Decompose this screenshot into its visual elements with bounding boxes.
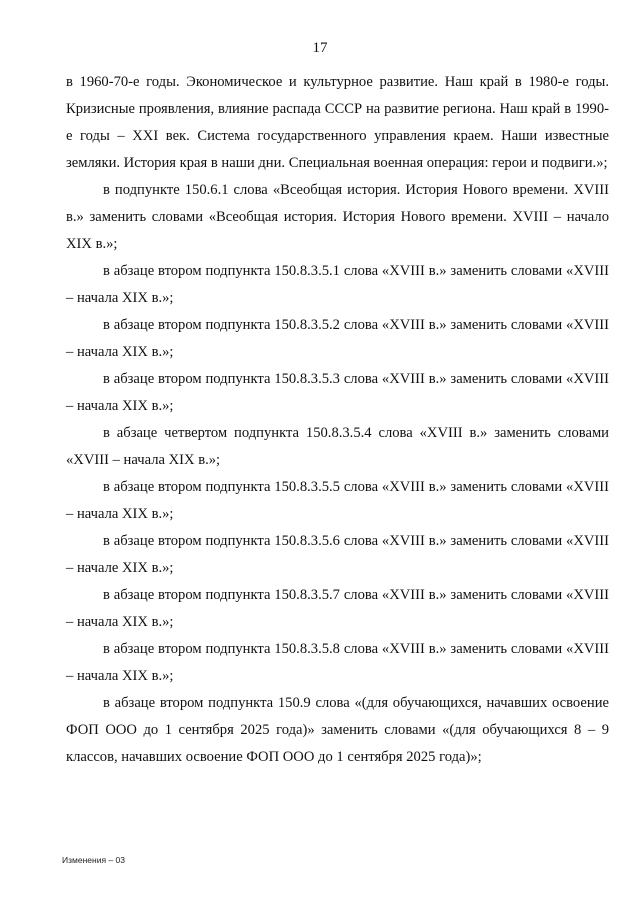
paragraph-amendment-150-8-3-5-8: в абзаце втором подпункта 150.8.3.5.8 слова «XVIII в.» заменить словами «XVIII – начала XIX в.»; [66,641,609,684]
paragraph-amendment-150-8-3-5-4: в абзаце четвертом подпункта 150.8.3.5.4 слова «XVIII в.» заменить словами «XVIII – начала XIX в.»; [66,425,609,468]
paragraph-amendment-150-8-3-5-5: в абзаце втором подпункта 150.8.3.5.5 слова «XVIII в.» заменить словами «XVIII – начала XIX в.»; [66,479,609,522]
paragraph-amendment-150-8-3-5-3: в абзаце втором подпункта 150.8.3.5.3 слова «XVIII в.» заменить словами «XVIII – начала XIX в.»; [66,371,609,414]
paragraph-amendment-150-8-3-5-1: в абзаце втором подпункта 150.8.3.5.1 слова «XVIII в.» заменить словами «XVIII – начала XIX в.»; [66,263,609,306]
paragraph-continuation: в 1960-70-е годы. Экономическое и культурное развитие. Наш край в 1980-е годы. Кризисные проявления, влияние распада СССР на развитие региона. Наш край в 1990-е годы – XXI век. Система государственного управления краем. Наши известные земляки. История края в наши дни. Специальная военная операция: герои и подвиги.»; [66,74,609,171]
page-number: 17 [312,40,328,56]
document-body [66,69,609,771]
paragraph-amendment-150-8-3-5-6: в абзаце втором подпункта 150.8.3.5.6 слова «XVIII в.» заменить словами «XVIII – начале XIX в.»; [66,533,609,576]
paragraph-amendment-150-8-3-5-2: в абзаце втором подпункта 150.8.3.5.2 слова «XVIII в.» заменить словами «XVIII – начала XIX в.»; [66,317,609,360]
paragraph-amendment-150-8-3-5-7: в абзаце втором подпункта 150.8.3.5.7 слова «XVIII в.» заменить словами «XVIII – начала XIX в.»; [66,587,609,630]
footer-label: Изменения – 03 [62,855,125,865]
paragraph-amendment-150-9: в абзаце втором подпункта 150.9 слова «(для обучающихся, начавших освоение ФОП ООО до 1 сентября 2025 года)» заменить словами «(для обучающихся 8 – 9 классов, начавших освоение ФОП ООО до 1 сентября 2025 года)»; [66,695,609,765]
paragraph-amendment-150-6-1: в подпункте 150.6.1 слова «Всеобщая история. История Нового времени. XVIII в.» заменить словами «Всеобщая история. История Нового времени. XVIII – начало XIX в.»; [66,182,609,252]
